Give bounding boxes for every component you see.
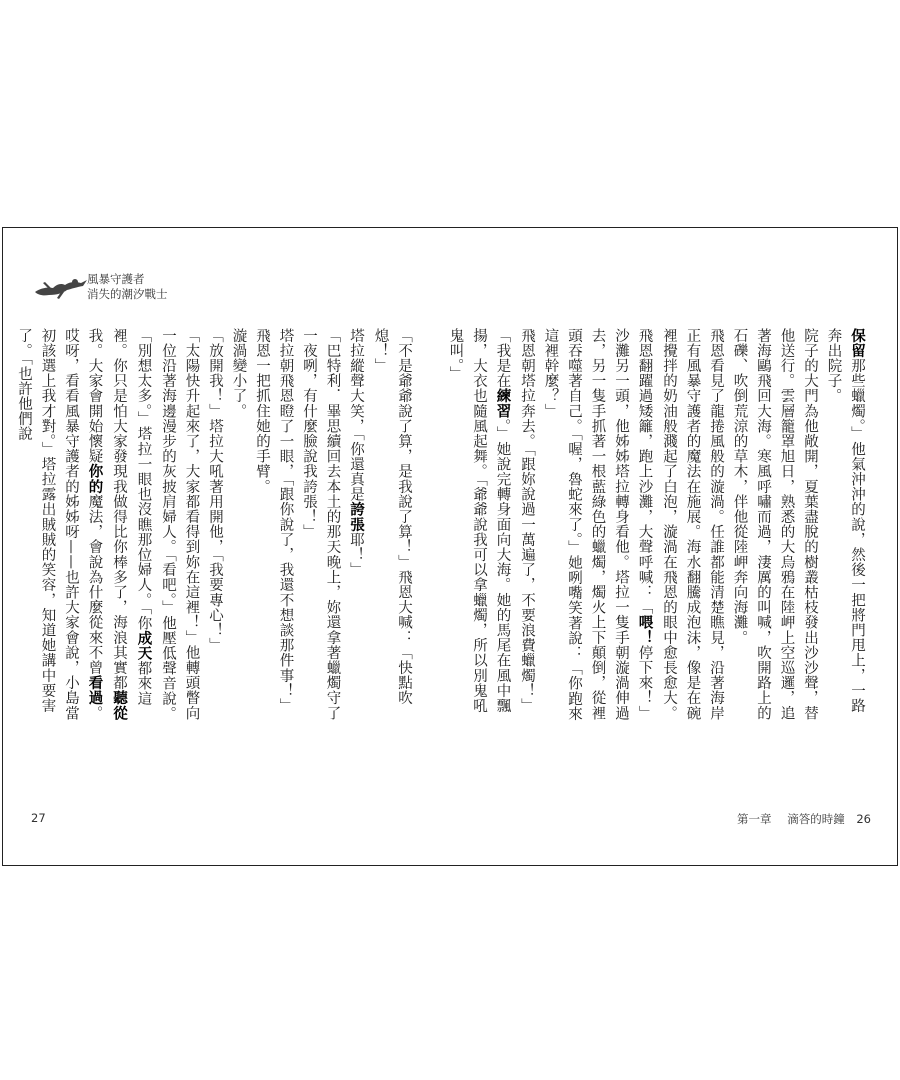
emphasis-text: 成天 [135,630,153,661]
text-run: 都來這裡。你只是怕大家發現我做得比你棒多了，海浪其實都 [111,328,152,707]
text-run: 「放開我！」塔拉大吼著用開他，「我要專心！」 [207,328,223,653]
paragraph [443,328,515,723]
paragraph [821,328,869,723]
right-page-body-text [447,328,869,723]
text-run: 塔拉朝飛恩瞪了一眼，「跟你說了，我還不想談那件事！」 [277,328,294,714]
text-run: 「太陽快升起來了，大家都看得到妳在這裡！」他轉頭瞥向一位沿著海邊漫步的灰披肩婦人。「看吧。」他壓低聲音說。 [160,328,200,722]
swimming-girl-icon [31,274,89,300]
paragraph [156,328,203,723]
emphasis-text: 看過 [86,675,104,706]
text-run: 飛恩一把抓住她的手臂。 [254,328,270,495]
right-page [447,228,899,865]
text-run: 塔拉縱聲大笑，「你還真是 [348,328,364,502]
paragraph [538,328,632,723]
book-subtitle: 消失的潮汐戰士 [87,287,168,301]
paragraph [344,328,369,723]
text-run: 飛恩翻躍過矮籬，跑上沙灘，大聲呼喊：「 [636,328,653,615]
paragraph [273,328,297,723]
text-run: 飛恩看見了龍捲風般的漩渦。任誰都能清楚瞧見，沿著海岸正有風暴守護者的魔法在施展。海水翻騰成泡沫，像是在碗裡攪拌的奶油般濺起了白泡，漩渦在飛恩的眼中愈長愈大。 [661,328,724,721]
paragraph [632,328,657,723]
book-spread [2,227,898,866]
text-run: 「不是爺爺說了算，是我說了算！」飛恩大喊：「快點吹熄！」 [372,328,412,706]
text-run: 那些蠟燭。」他氣沖沖的說，然後一把將門甩上，一路奔出院子。 [825,328,865,714]
paragraph [727,328,821,723]
chapter-title: 滴答的時鐘 [787,812,845,826]
page-number: 26 [856,812,871,826]
chapter-number: 第一章 [737,812,772,826]
text-run: 耶！」 [348,532,364,578]
page-number: 27 [31,811,46,825]
paragraph [203,328,227,723]
emphasis-text: 誇張 [348,501,365,533]
paragraph [297,328,344,723]
running-head [87,272,168,302]
book-series-title: 風暴守護者 [87,272,145,286]
paragraph [657,328,728,723]
emphasis-text: 保留 [849,328,866,359]
text-run: 。哎呀，看看風暴守護者的姊姊呀——也許大家會說，小島當初該選上我才對。」塔拉露出賊賊的笑容，知道她講中要害了。「也許他們說 [16,328,103,721]
left-page [3,228,451,865]
text-run: 我。大家會開始懷疑 [86,328,103,464]
emphasis-text: 練習 [494,388,512,419]
text-run: 。」她說完轉身面向大海。她的馬尾在風中飄揚，大衣也隨風起舞。「爺爺說我可以拿蠟燭，所以別鬼吼鬼叫。」 [447,328,511,714]
text-run: 停下來！」 [636,645,653,721]
left-page-body-text [16,328,415,723]
emphasis-text: 喂！ [636,614,654,646]
emphasis-text: 聽從 [111,690,128,721]
text-run: 院子的大門為他敞開，夏葉盡脫的樹叢枯枝發出沙沙聲，替他送行。雲層籠罩旭日，熟悉的大烏鴉在陸岬上空巡邏，追著海鷗飛回大海。寒風呼嘯而過，淒厲的叫喊，吹開路上的石礫、吹倒荒涼的草木，伴他從陸岬奔向海灘。 [731,328,818,721]
paragraph [226,328,250,723]
text-run: 「我是在 [494,328,511,389]
text-run: 「別想太多。」塔拉一眼也沒瞧那位婦人。「你 [135,328,152,631]
running-foot [737,811,871,827]
text-run: 飛恩朝塔拉奔去。「跟妳說過一萬遍了，不要浪費蠟燭！」 [519,328,535,714]
text-run: 魔法，會說為什麼從來不曾 [86,494,103,676]
paragraph [368,328,415,723]
emphasis-text: 你的 [86,463,104,495]
text-run: 漩渦變小了。 [230,328,247,419]
paragraph [12,328,156,723]
text-run: 沙灘另一頭，他姊姊塔拉轉身看他。塔拉一隻手朝漩渦伸過去，另一隻手抓著一根藍綠色的蠟燭，燭火上下顛倒，從裡頭吞噬著自己。「喔，魯蛇來了。」她咧嘴笑著說：「你跑來這裡幹麼？」 [542,328,629,722]
text-run: 「巴特利．畢思續回去本土的那天晚上，妳還拿著蠟燭守了一夜咧，有什麼臉說我誇張！」 [301,328,341,721]
paragraph [250,328,274,723]
paragraph [515,328,539,723]
